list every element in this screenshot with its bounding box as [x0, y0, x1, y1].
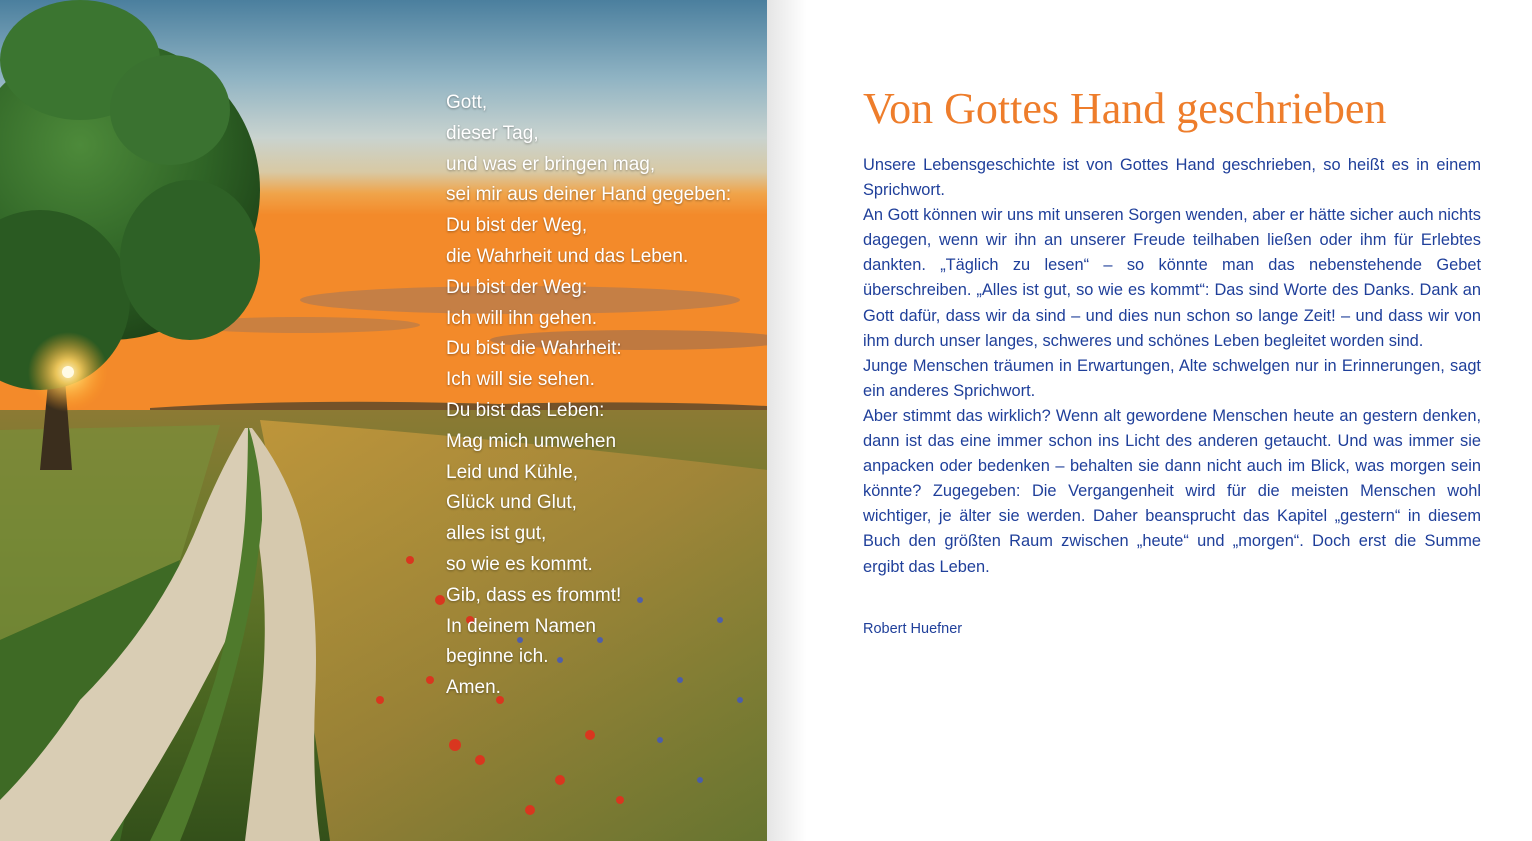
article-paragraph: Unsere Lebensgeschichte ist von Gottes Hand geschrieben, so heißt es in einem Sprichwort. [863, 156, 1481, 200]
article-paragraph: An Gott können wir uns mit unseren Sorgen wenden, aber er hätte sicher auch nichts dagegen, wenn wir ihn an unserer Freude teilhaben ließen oder ihm für Erlebtes dankten. „Täglich zu lesen“ – so könnte man das nebenstehende Gebet überschreiben. „Alles ist gut, so wie es kommt“: Das sind Worte des Danks. Dank an Gott dafür, dass wir da sind – und dies nun schon so lange Zeit! – und dass wir von ihm durch unser langes, schweres und schönes Leben begleitet worden sind. [863, 206, 1481, 350]
poem-line: und was er bringen mag, [446, 153, 656, 175]
poem-line: so wie es kommt. [446, 553, 593, 575]
page-title: Von Gottes Hand geschrieben [863, 84, 1387, 133]
article-body [863, 153, 1481, 580]
poem-line: beginne ich. [446, 646, 549, 668]
author-name: Robert Huefner [863, 621, 963, 637]
poem-line: Du bist der Weg, [446, 215, 588, 237]
poem-line: Du bist die Wahrheit: [446, 338, 622, 360]
poem-line: Gott, [446, 92, 488, 113]
poem-line: In deinem Namen [446, 615, 596, 637]
poem-line: Glück und Glut, [446, 492, 577, 514]
prayer-poem [446, 88, 766, 704]
poem-line: Amen. [446, 677, 501, 699]
article-paragraph: Aber stimmt das wirklich? Wenn alt gewordene Menschen heute an gestern denken, dann ist das eine immer schon ins Licht des anderen getaucht. Und was immer sie anpacken oder bedenken – behalten sie dann nicht auch im Blick, was morgen sein könnte? Zugegeben: Die Vergangenheit wird für die meisten Menschen wohl wichtiger, je älter sie werden. Daher beansprucht das Kapitel „gestern“ in diesem Buch den größten Raum zwischen „heute“ und „morgen“. Doch erst die Summe ergibt das Leben. [863, 406, 1481, 576]
poem-line: Du bist das Leben: [446, 399, 605, 421]
text-page [767, 0, 1532, 841]
poem-line: sei mir aus deiner Hand gegeben: [446, 184, 732, 206]
poem-line: dieser Tag, [446, 122, 539, 144]
poem-line: alles ist gut, [446, 523, 547, 545]
poem-line: Ich will ihn gehen. [446, 307, 598, 329]
poem-line: Ich will sie sehen. [446, 369, 595, 391]
poem-line: Leid und Kühle, [446, 461, 579, 483]
poem-line: die Wahrheit und das Leben. [446, 245, 689, 267]
poem-line: Gib, dass es frommt! [446, 584, 622, 606]
poem-line: Mag mich umwehen [446, 430, 617, 452]
poem-line: Du bist der Weg: [446, 276, 588, 298]
article-paragraph: Junge Menschen träumen in Erwartungen, Alte schwelgen nur in Erinnerungen, sagt ein anderes Sprichwort. [863, 356, 1481, 400]
